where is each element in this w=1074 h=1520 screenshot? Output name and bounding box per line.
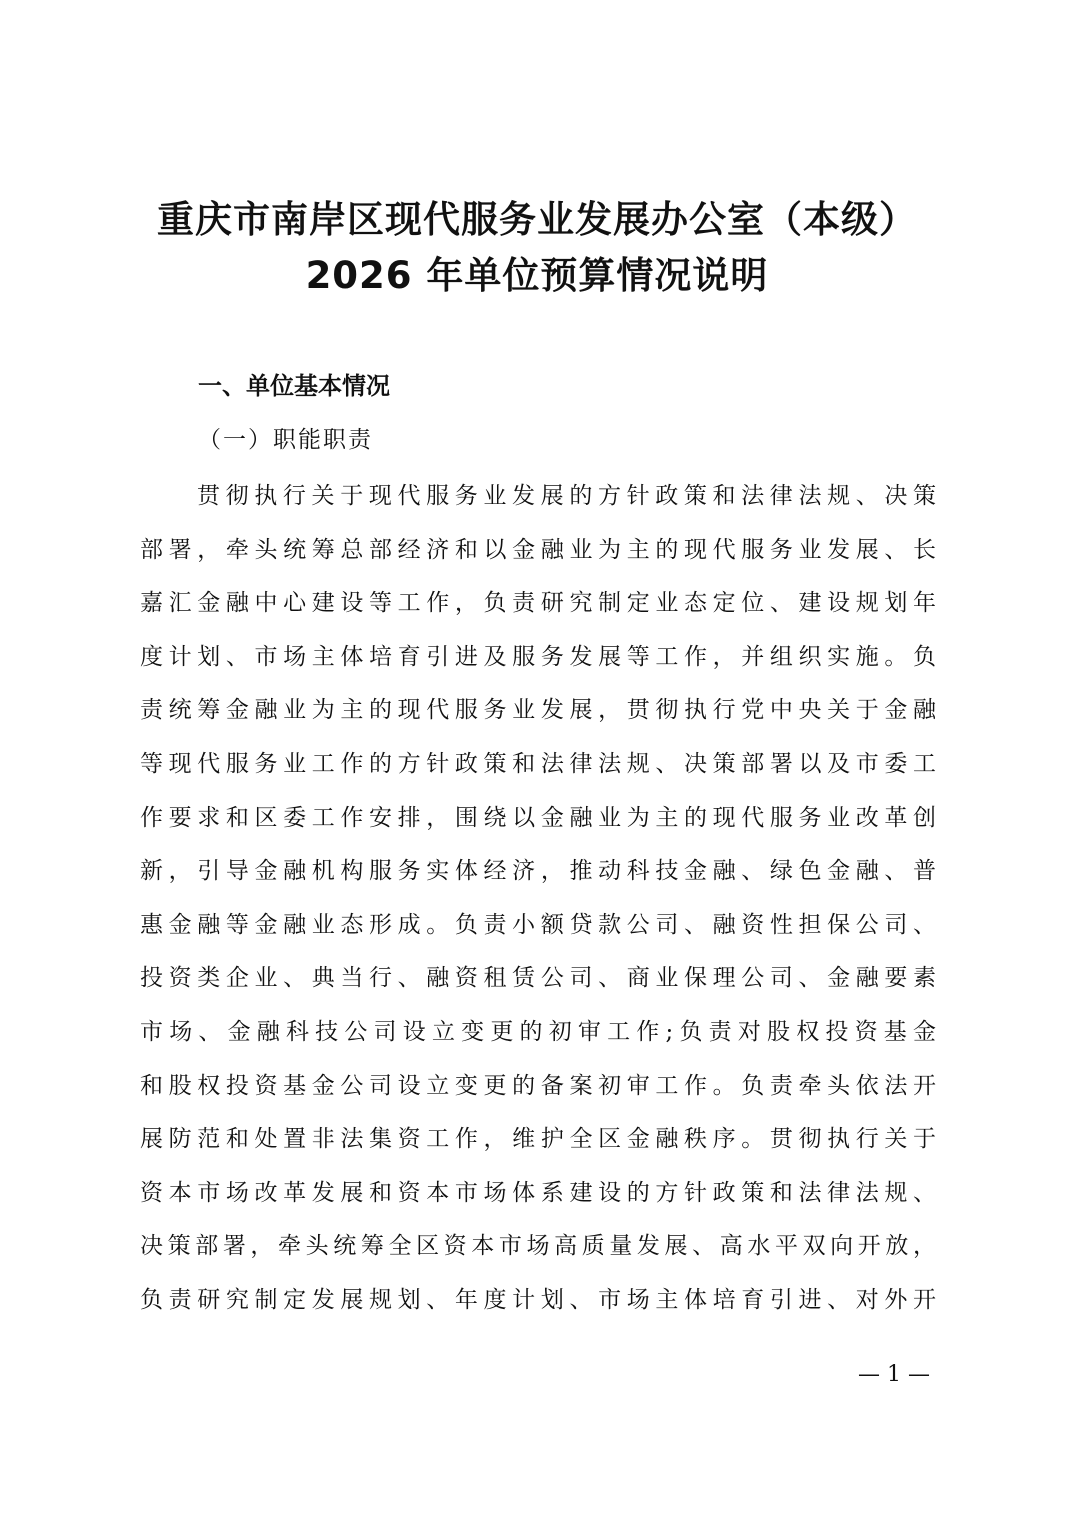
paragraph-line: 惠金融等金融业态形成。负责小额贷款公司、融资性担保公司、: [140, 911, 936, 938]
section-heading: 一、单位基本情况: [198, 372, 390, 400]
paragraph-line: 和股权投资基金公司设立变更的备案初审工作。负责牵头依法开: [140, 1072, 936, 1099]
paragraph-line: 负责研究制定发展规划、年度计划、市场主体培育引进、对外开: [140, 1286, 936, 1313]
page-number: — 1 —: [858, 1362, 930, 1387]
paragraph-line: 度计划、市场主体培育引进及服务发展等工作，并组织实施。负: [140, 643, 936, 670]
document-title-line-2: 2026 年单位预算情况说明: [305, 254, 769, 297]
paragraph-line: 责统筹金融业为主的现代服务业发展，贯彻执行党中央关于金融: [140, 697, 936, 724]
paragraph-line: 贯彻执行关于现代服务业发展的方针政策和法律法规、决策: [197, 483, 936, 509]
body-paragraph: [140, 476, 936, 1334]
paragraph-line: 等现代服务业工作的方针政策和法律法规、决策部署以及市委工: [140, 750, 936, 777]
document-title-line-1: 重庆市南岸区现代服务业发展办公室（本级）: [157, 198, 917, 241]
paragraph-line: 部署，牵头统筹总部经济和以金融业为主的现代服务业发展、长: [140, 536, 936, 563]
paragraph-line: 决策部署，牵头统筹全区资本市场高质量发展、高水平双向开放，: [140, 1233, 936, 1260]
paragraph-line: 投资类企业、典当行、融资租赁公司、商业保理公司、金融要素: [140, 965, 936, 992]
subsection-heading: （一）职能职责: [198, 427, 373, 453]
paragraph-line: 市场、金融科技公司设立变更的初审工作;负责对股权投资基金: [140, 1018, 936, 1045]
paragraph-line: 嘉汇金融中心建设等工作，负责研究制定业态定位、建设规划年: [140, 590, 936, 617]
paragraph-line: 展防范和处置非法集资工作，维护全区金融秩序。贯彻执行关于: [140, 1126, 936, 1153]
paragraph-line: 资本市场改革发展和资本市场体系建设的方针政策和法律法规、: [140, 1179, 936, 1206]
paragraph-line: 作要求和区委工作安排，围绕以金融业为主的现代服务业改革创: [140, 804, 936, 831]
paragraph-line: 新，引导金融机构服务实体经济，推动科技金融、绿色金融、普: [140, 858, 936, 885]
